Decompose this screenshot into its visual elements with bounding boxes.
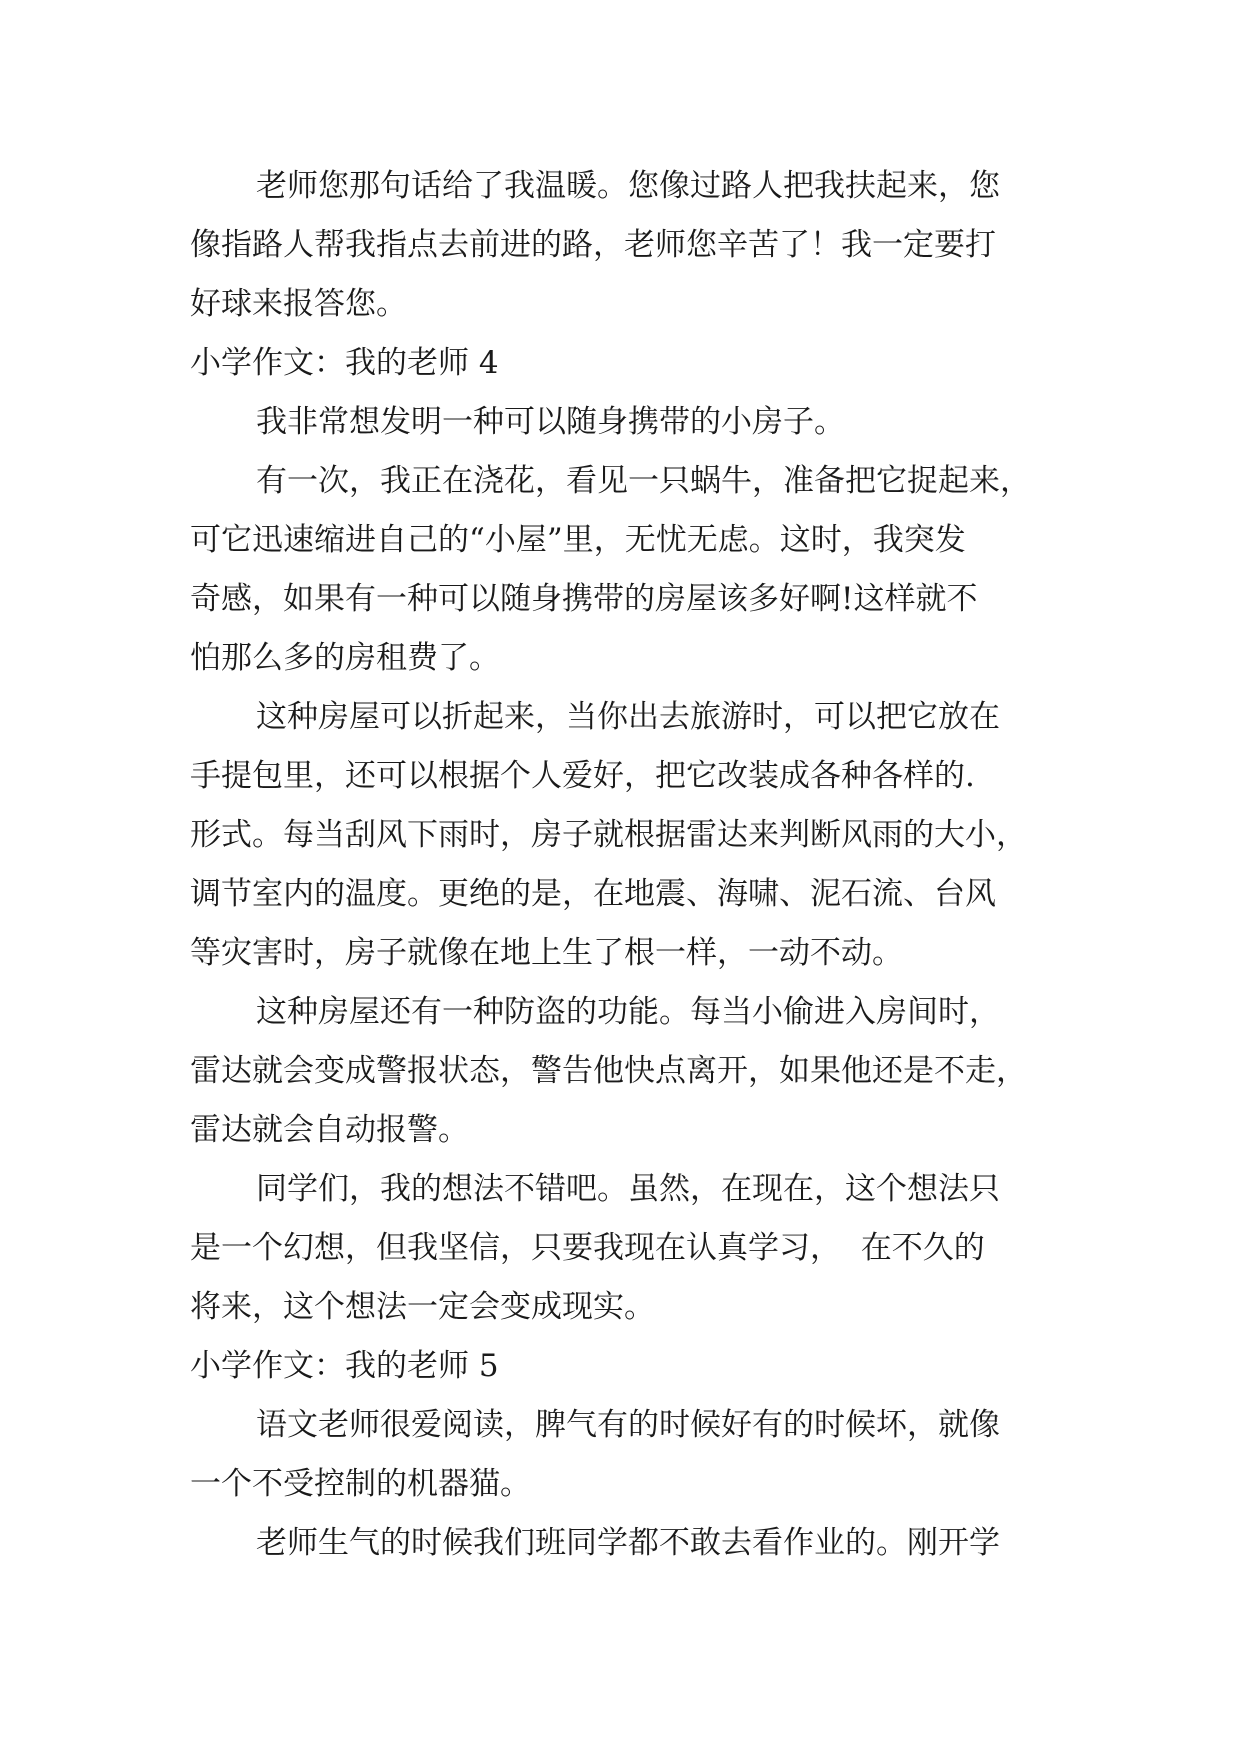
section-heading: 小学作文：我的老师 5 — [190, 1348, 499, 1384]
section-heading: 小学作文：我的老师 4 — [190, 345, 499, 381]
text-line: 一个不受控制的机器猫。 — [190, 1466, 531, 1502]
text-line: 雷达就会自动报警。 — [190, 1112, 469, 1148]
text-line: 奇感，如果有一种可以随身携带的房屋该多好啊!这样就不 — [190, 581, 978, 617]
text-line: 好球来报答您。 — [190, 286, 407, 322]
text-line: 有一次，我正在浇花，看见一只蜗牛，准备把它捉起来， — [256, 463, 1031, 499]
text-line: 语文老师很爱阅读，脾气有的时候好有的时候坏，就像 — [256, 1407, 1000, 1443]
text-line: 形式。每当刮风下雨时，房子就根据雷达来判断风雨的大小， — [190, 817, 1027, 853]
text-line: 像指路人帮我指点去前进的路，老师您辛苦了！我一定要打 — [190, 227, 996, 263]
text-line: 我非常想发明一种可以随身携带的小房子。 — [256, 404, 845, 440]
text-line: 调节室内的温度。更绝的是，在地震、海啸、泥石流、台风 — [190, 876, 996, 912]
text-line: 可它迅速缩进自己的“小屋”里，无忧无虑。这时，我突发 — [190, 522, 966, 558]
text-line: 老师您那句话给了我温暖。您像过路人把我扶起来，您 — [256, 168, 1000, 204]
text-line: 等灾害时，房子就像在地上生了根一样，一动不动。 — [190, 935, 903, 971]
text-line: 怕那么多的房租费了。 — [190, 640, 500, 676]
text-line: 这种房屋还有一种防盗的功能。每当小偷进入房间时， — [256, 994, 1000, 1030]
text-line: 将来，这个想法一定会变成现实。 — [190, 1289, 655, 1325]
text-line: 手提包里，还可以根据个人爱好，把它改装成各种各样的. — [190, 758, 975, 794]
text-line: 老师生气的时候我们班同学都不敢去看作业的。刚开学 — [256, 1525, 1000, 1561]
text-line: 雷达就会变成警报状态，警告他快点离开，如果他还是不走， — [190, 1053, 1027, 1089]
text-line: 同学们，我的想法不错吧。虽然，在现在，这个想法只 — [256, 1171, 1000, 1207]
text-line: 这种房屋可以折起来，当你出去旅游时，可以把它放在 — [256, 699, 1000, 735]
text-line: 是一个幻想，但我坚信，只要我现在认真学习， 在不久的 — [190, 1230, 985, 1266]
